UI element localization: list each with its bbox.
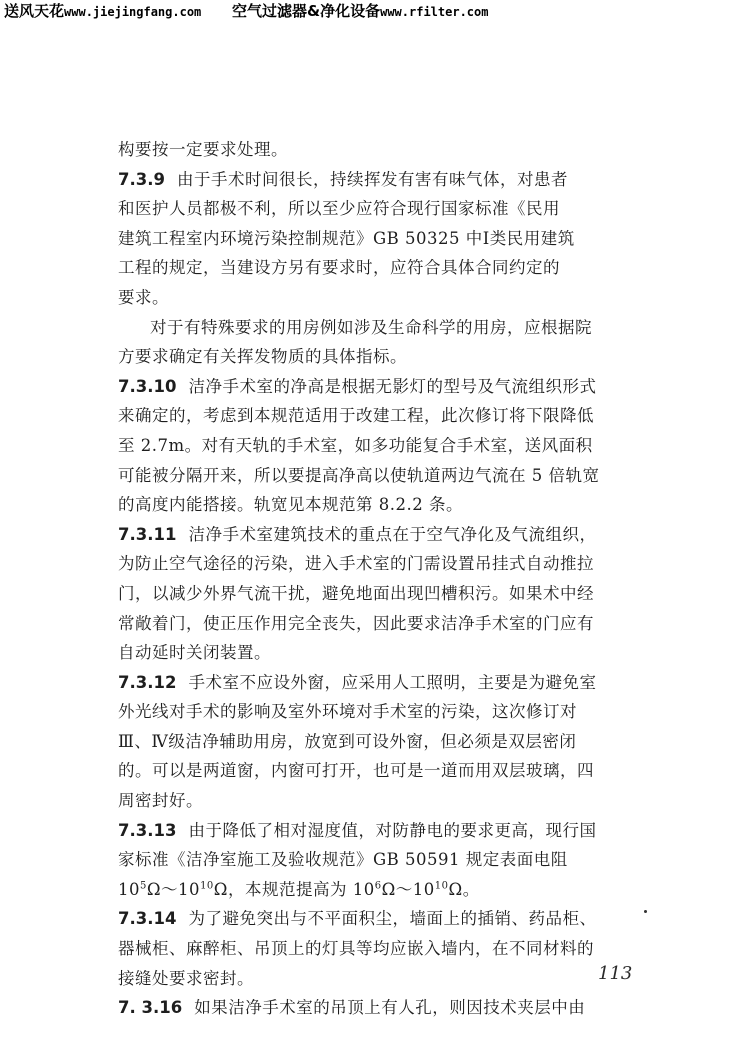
- clause-7-3-16: [118, 993, 648, 1023]
- text-line: 家标准《洁净室施工及验收规范》GB 50591 规定表面电阻: [118, 850, 568, 870]
- text-line: 构要按一定要求处理。: [118, 140, 288, 159]
- text-line: 如果洁净手术室的吊顶上有人孔，则因技术夹层中由: [194, 998, 586, 1018]
- text-line: 为防止空气途径的污染，进入手术室的门需设置吊挂式自动推拉: [118, 554, 594, 574]
- text-line: 方要求确定有关挥发物质的具体指标。: [118, 347, 407, 367]
- text-line: 对于有特殊要求的用房例如涉及生命科学的用房，应根据院: [150, 317, 592, 337]
- clause-number: 7.3.14: [118, 909, 177, 929]
- scan-speck: [644, 910, 647, 913]
- text-fragment: Ω～10: [381, 879, 435, 899]
- clause-7-3-9: [118, 165, 648, 195]
- watermark-header: [0, 0, 750, 22]
- clause-number: 7.3.13: [118, 820, 177, 840]
- header-site-2: [232, 0, 488, 24]
- header-site-1: [4, 0, 201, 24]
- text-line: 要求。: [118, 287, 169, 307]
- text-line: 为了避免突出与不平面积尘，墙面上的插销、药品柜、: [188, 909, 597, 929]
- text-line: 洁净手术室的净高是根据无影灯的型号及气流组织形式: [188, 376, 597, 396]
- text-line: 外光线对手术的影响及室外环境对手术室的污染，这次修订对: [118, 702, 577, 722]
- text-fragment: 10: [118, 879, 140, 899]
- clause-number: 7.3.11: [118, 524, 177, 544]
- text-fragment: Ω。: [448, 879, 480, 899]
- clause-number: 7.3.9: [118, 169, 165, 189]
- text-line: 来确定的，考虑到本规范适用于改建工程，此次修订将下限降低: [118, 406, 594, 426]
- text-fragment: Ω，本规范提高为 10: [213, 879, 375, 899]
- clause-7-3-10: [118, 372, 648, 402]
- text-line: 至 2.7m。对有天轨的手术室，如多功能复合手术室，送风面积: [118, 435, 593, 455]
- clause-7-3-13: [118, 816, 648, 846]
- page-body: [118, 135, 648, 1023]
- text-line: 的。可以是两道窗，内窗可打开，也可是一道而用双层玻璃，四: [118, 761, 594, 781]
- clause-number: 7. 3.16: [118, 998, 183, 1018]
- resistance-formula-line: [118, 875, 648, 905]
- text-line: 和医护人员都极不利，所以至少应符合现行国家标准《民用: [118, 199, 560, 219]
- text-line: 器械柜、麻醉柜、吊顶上的灯具等均应嵌入墙内，在不同材料的: [118, 939, 594, 959]
- header-site-2-name: 空气过滤器&净化设备: [232, 2, 381, 20]
- exponent: 5: [140, 880, 147, 892]
- clause-7-3-12: [118, 668, 648, 698]
- text-line: 自动延时关闭装置。: [118, 643, 271, 663]
- text-line: 可能被分隔开来，所以要提高净高以使轨道两边气流在 5 倍轨宽: [118, 465, 600, 485]
- text-line: 门，以减少外界气流干扰，避免地面出现凹槽积污。如果术中经: [118, 583, 594, 603]
- text-line: 由于降低了相对湿度值，对防静电的要求更高，现行国: [188, 820, 597, 840]
- page-number: 113: [598, 963, 633, 984]
- clause-number: 7.3.12: [118, 672, 177, 692]
- clause-7-3-14: [118, 904, 648, 934]
- header-site-1-url: www.jiejingfang.com: [64, 5, 202, 19]
- text-line: 工程的规定，当建设方另有要求时，应符合具体合同约定的: [118, 258, 560, 278]
- text-line: Ⅲ、Ⅳ级洁净辅助用房，放宽到可设外窗，但必须是双层密闭: [118, 731, 577, 751]
- text-line: 建筑工程室内环境污染控制规范》GB 50325 中Ⅰ类民用建筑: [118, 228, 575, 248]
- text-fragment: Ω～10: [146, 879, 201, 899]
- text-line: 周密封好。: [118, 791, 203, 811]
- exponent: 10: [434, 880, 449, 892]
- header-site-2-url: www.rfilter.com: [380, 5, 489, 19]
- clause-number: 7.3.10: [118, 376, 177, 396]
- text-line: 接缝处要求密封。: [118, 968, 254, 988]
- text-line: 洁净手术室建筑技术的重点在于空气净化及气流组织，: [188, 524, 597, 544]
- clause-7-3-11: [118, 520, 648, 550]
- header-site-1-name: 送风天花: [4, 2, 65, 20]
- exponent: 6: [374, 880, 382, 892]
- text-line: 的高度内能搭接。轨宽见本规范第 8.2.2 条。: [118, 495, 463, 515]
- exponent: 10: [200, 880, 214, 892]
- text-line: 手术室不应设外窗，应采用人工照明，主要是为避免室: [188, 672, 597, 692]
- text-line: 常敞着门，使正压作用完全丧失，因此要求洁净手术室的门应有: [118, 613, 594, 633]
- text-line: 由于手术时间很长，持续挥发有害有味气体，对患者: [176, 169, 568, 189]
